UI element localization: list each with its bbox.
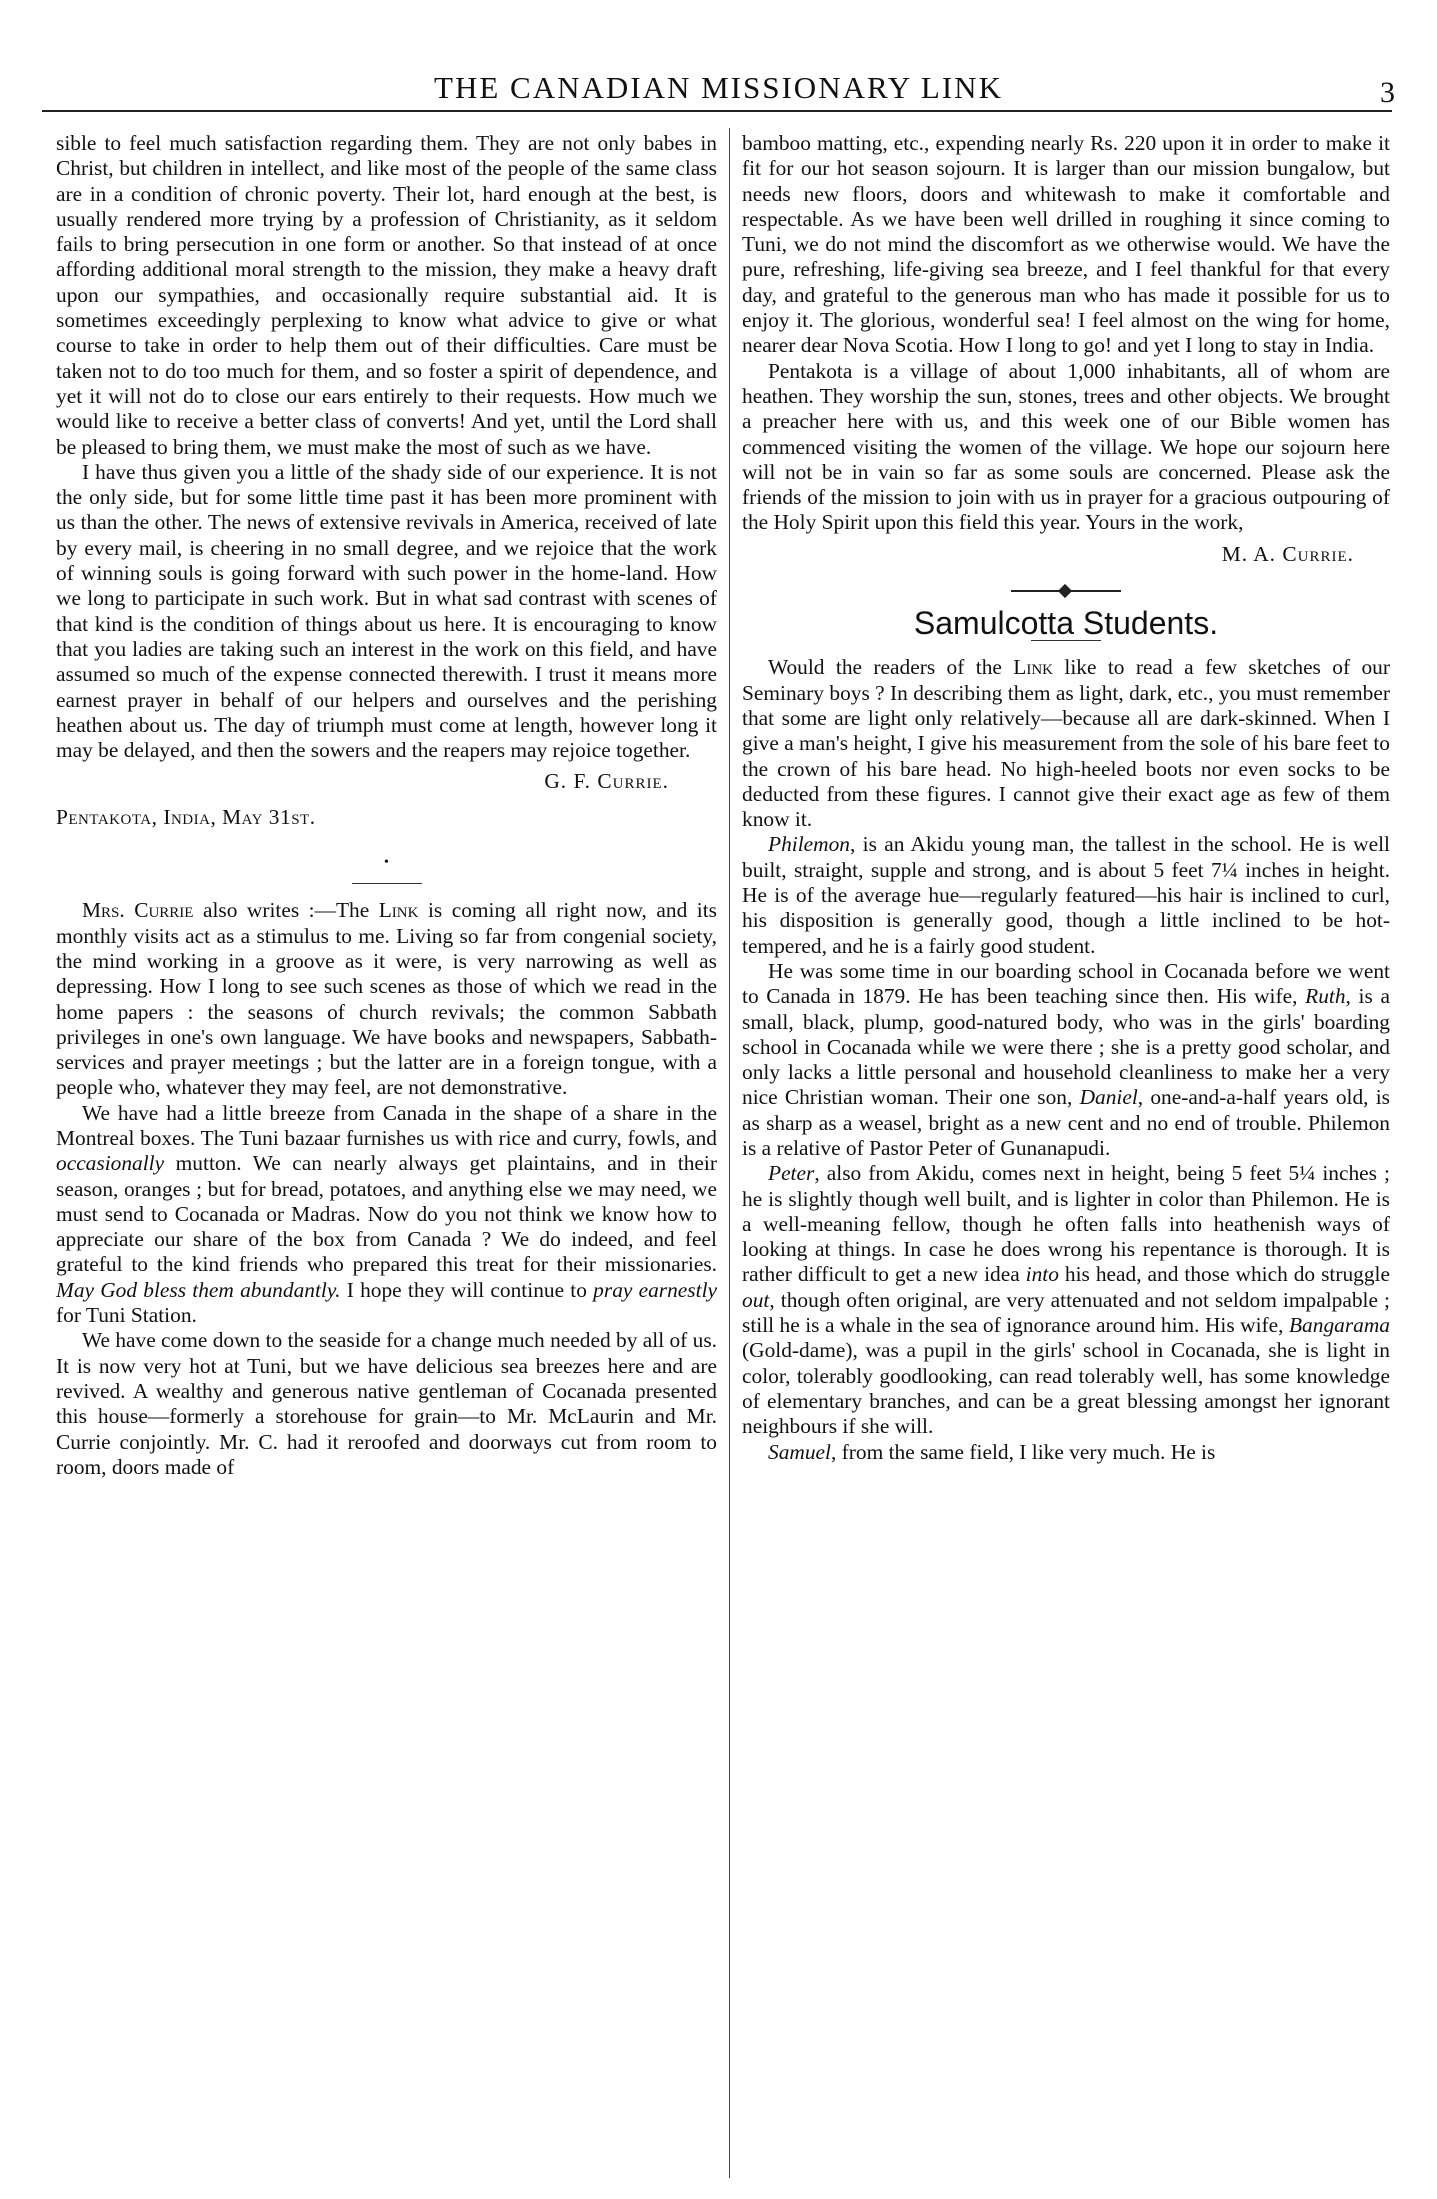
text-run: I hope they will continue to xyxy=(340,1277,594,1302)
text-run: , also from Akidu, comes next in height, being 5 feet 5¼ inches ; he is slightly though well built, and is lighter in color than Philemon. He is a well-meaning fellow, though he often falls into heathenish ways of looking at things. In case he does wrong his repentance is thorough. It is rather difficult to get a new idea xyxy=(742,1161,1390,1287)
short-rule xyxy=(352,883,422,884)
page-header xyxy=(40,62,1397,109)
student-name: Peter xyxy=(768,1161,815,1186)
text-run: is coming all right now, and its monthly visits act as a stimulus to me. Living so far from congenial society, the mind working in a groove as it were, is very narrowing as well as depressing. How I long to see such scenes as those of which we read in the home papers : the seasons of church revivals; the common Sabbath privileges in one's own language. We have books and newspapers, Sabbath-services and prayer meetings ; but the latter are in a foreign tongue, with a people who, whatever they may feel, are not demonstrative. xyxy=(56,898,717,1100)
right-column xyxy=(742,131,1390,1465)
paragraph xyxy=(742,655,1390,832)
text-run: like to read a few sketches of our Seminary boys ? In describing them as light, dark, etc., you must remember that some are light only relatively—because all are dark-skinned. When I give a man's height, I give his measurement from the sole of his bare feet to the crown of his bare head. No high-heeled boots nor even socks to be deducted from these figures. I cannot give their exact age as few of them know it. xyxy=(742,655,1390,832)
student-name: Samuel xyxy=(768,1439,831,1464)
italic-text: out xyxy=(742,1287,770,1312)
student-name: Philemon xyxy=(768,832,850,857)
left-column xyxy=(56,131,717,1480)
paragraph xyxy=(742,959,1390,1161)
text-run: Would the readers of the xyxy=(768,655,1014,680)
paragraph: sible to feel much satisfaction regarding them. They are not only babes in Christ, but children in intellect, and like most of the people of the same class are in a condition of chronic poverty. Their lot, hard enough at the best, is usually rendered more trying by a profession of Christianity, as it seldom fails to bring persecution in one form or another. So that instead of at once affording additional moral strength to the mission, they make a heavy draft upon our sympathies, and occasionally require substantial aid. It is sometimes exceedingly perplexing to know what advice to give or what course to take in order to help them out of their difficulties. Care must be taken not to do too much for them, and so foster a spirit of dependence, and yet it will not do to close our ears entirely to their requests. How much we would like to receive a better class of converts! And yet, until the Lord shall be pleased to bring them, we must make the most of such as we have. xyxy=(56,131,717,459)
italic-text: May God bless them abundantly. xyxy=(56,1277,341,1302)
article-title: Samulcotta Students. xyxy=(913,605,1219,642)
paragraph: We have come down to the seaside for a change much needed by all of us. It is now very hot at Tuni, but we have delicious sea breezes here and are revived. A wealthy and generous native gentleman of Cocanada presented this house—formerly a storehouse for grain—to Mr. McLaurin and Mr. Currie conjointly. Mr. C. had it reroofed and doorways cut from room to room, doors made of xyxy=(56,1328,718,1479)
text-run: for Tuni Station. xyxy=(56,1303,197,1328)
italic-text: occasionally xyxy=(56,1151,165,1176)
author-name: Mrs. Currie xyxy=(82,898,194,923)
person-name: Daniel xyxy=(1079,1085,1138,1110)
paragraph xyxy=(742,1161,1390,1439)
text-run: , from the same field, I like very much. He is xyxy=(830,1439,1216,1464)
text-run: , is an Akidu young man, the tallest in the school. He is well built, straight, supple and strong, and is about 5 feet 7¼ inches in height. He is of the average hue—regularly featured—his hair is inclined to curl, his disposition is generally good, though a little inclined to be hot-tempered, and he is a fairly good student. xyxy=(742,832,1390,958)
paragraph: Pentakota is a village of about 1,000 inhabitants, all of whom are heathen. They worship the sun, stones, trees and other objects. We brought a preacher here with us, and this week one of our Bible women has commenced visiting the women of the village. We hope our sojourn here will not be in vain so far as some souls are concerned. Please ask the friends of the mission to join with us in prayer for a gracious outpouring of the Holy Spirit upon this field this year. Yours in the work, xyxy=(742,358,1390,535)
paragraph xyxy=(742,832,1390,958)
column-divider xyxy=(729,128,730,2178)
text-run: , is a small, black, plump, good-natured body, who was in the girls' boarding school in Cocanada while we were there ; she is a pretty good scholar, and only lacks a little personal and household cleanliness to make her a very nice Christian woman. Their one son, xyxy=(742,984,1390,1110)
text-run: also writes :—The xyxy=(193,898,379,923)
person-name: Bangarama xyxy=(1288,1313,1390,1338)
signature: M. A. Currie. xyxy=(1221,541,1354,566)
text-run: his head, and those which do struggle xyxy=(1058,1262,1390,1287)
signature: G. F. Currie. xyxy=(544,769,669,794)
page-number: 3 xyxy=(1380,76,1395,109)
text-run: , though often original, are very attenuated and not seldom impalpable ; still he is a whale in the sea of ignorance around him. His wife, xyxy=(742,1287,1390,1338)
dateline: Pentakota, India, May 31st. xyxy=(56,804,316,829)
section-ornament xyxy=(1011,585,1121,597)
paragraph xyxy=(56,898,717,1100)
paragraph xyxy=(56,1101,717,1329)
paragraph: I have thus given you a little of the shady side of our experience. It is not the only side, but for some little time past it has been more prominent with us than the other. The news of extensive revivals in America, received of late by every mail, is cheering in no small degree, and we rejoice that the work of winning souls is going forward with such power in the home-land. How we long to participate in such work. But in what sad contrast with scenes of that kind is the condition of things about us here. It is encouraging to know that you ladies are taking such an interest in the work on this field, and have assumed so much of the expense connected therewith. I trust it means more earnest prayer in behalf of our helpers and ourselves and the perishing heathen about us. The day of triumph must come at length, however long it may be delayed, and then the sowers and the reapers may rejoice together. xyxy=(56,459,717,763)
italic-text: into xyxy=(1025,1262,1059,1287)
text-run: mutton. We can nearly always get plaintains, and in their season, oranges ; but for bread, potatoes, and anything else we may need, we must send to Cocanada or Madras. Now do you not think we know how to appreciate our share of the box from Canada ? We do indeed, and feel grateful to the kind friends who prepared this treat for their missionaries. xyxy=(56,1151,717,1277)
text-run: We have had a little breeze from Canada in the shape of a share in the Montreal boxes. The Tuni bazaar furnishes us with rice and curry, fowls, and xyxy=(56,1100,717,1150)
publication-name: Link xyxy=(1013,655,1054,680)
text-run: He was some time in our boarding school in Cocanada before we went to Canada in 1879. He has been teaching since then. His wife, xyxy=(742,958,1390,1009)
text-run: (Gold-dame), was a pupil in the girls' school in Cocanada, she is light in color, tolerably goodlooking, can read tolerably well, has some knowledge of elementary branches, and can be a great blessing amongst her ignorant neighbours if she will. xyxy=(742,1338,1390,1439)
journal-title: THE CANADIAN MISSIONARY LINK xyxy=(434,70,1003,105)
paragraph xyxy=(742,1440,1390,1465)
paragraph: bamboo matting, etc., expending nearly Rs. 220 upon it in order to make it fit for our hot season sojourn. It is larger than our mission bungalow, but needs new floors, doors and whitewash to make it comfortable and respectable. As we have been well drilled in roughing it since coming to Tuni, we do not mind the discomfort as we otherwise would. We have the pure, refreshing, life-giving sea breeze, and I feel thankful for that every day, and grateful to the generous man who has made it possible for us to enjoy it. The glorious, wonderful sea! I feel almost on the wing for home, nearer dear Nova Scotia. How I long to go! and yet I long to stay in India. xyxy=(742,131,1390,358)
publication-name: Link xyxy=(378,898,419,923)
header-rule xyxy=(42,110,1392,112)
text-run: , one-and-a-half years old, is as sharp as a weasel, bright as a new cent and no end of trouble. Philemon is a relative of Pastor Peter of Gunanapudi. xyxy=(742,1085,1390,1160)
separator-bullet: • xyxy=(384,855,389,871)
person-name: Ruth xyxy=(1305,984,1346,1009)
italic-text: pray earnestly xyxy=(593,1277,718,1302)
